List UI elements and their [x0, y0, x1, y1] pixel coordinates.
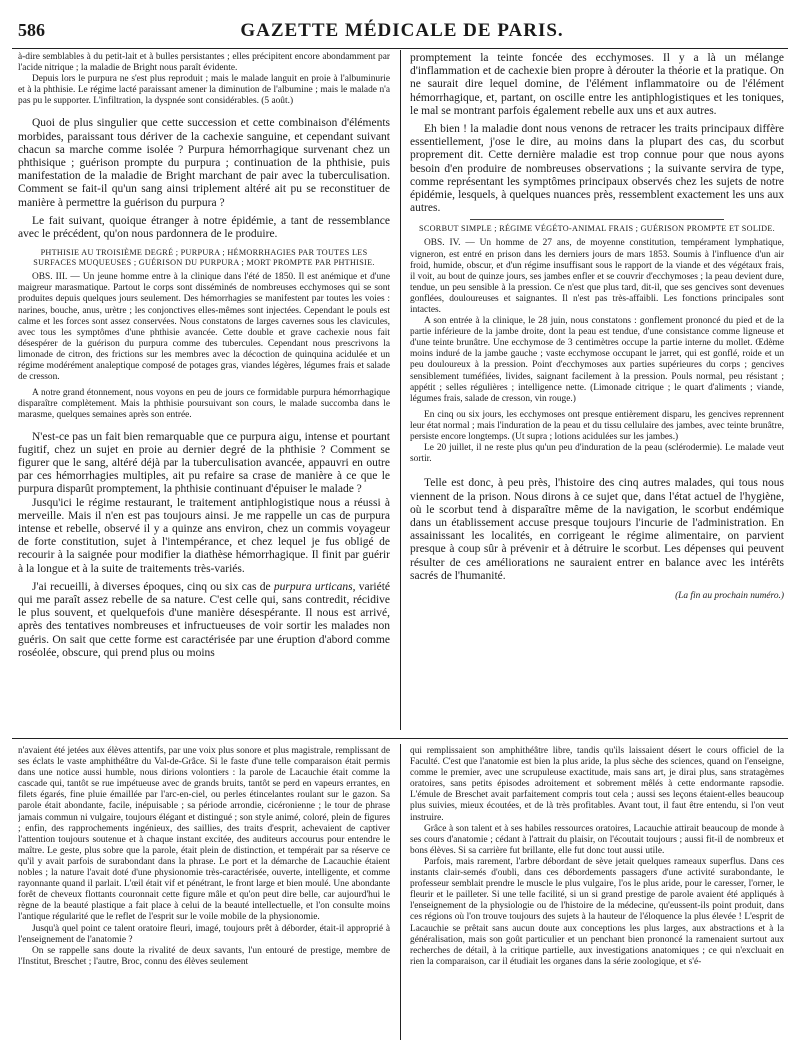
column-divider — [400, 744, 401, 1040]
paragraph: Jusqu'ici le régime restaurant, le traitement antiphlogistique nous a réussi à merveille. Mais il n'en est pas toujours ainsi. Je me rappelle un cas de purpura intense et rebelle, observé il y a quinze ans environ, chez un commis voyageur de forte constitution, sujet à l'intempérance, et chez lequel je fus obligé de recourir à la saignée pour modifier la diathèse hémorrhagique. Il finit par guérir à la longue et à la suite de traitements très-variés. — [18, 496, 390, 575]
paragraph: En cinq ou six jours, les ecchymoses ont presque entièrement disparu, les gencives reprennent leur état normal ; mais l'induration de la peau et du tissu cellulaire des jambes, avec teinte brunâtre, persiste encore longtemps. (Ut supra ; lotions acidulées sur les jambes.) — [410, 409, 784, 443]
section-rule — [470, 219, 724, 220]
paragraph: promptement la teinte foncée des ecchymoses. Il y a là un mélange d'inflammation et de cachexie bien propre à dérouter la théorie et la pratique. On ne saurait dire lequel domine, de l'élément inflammatoire ou de l'élément hémorrhagique, et, partant, on oscille entre les antiphlogistiques et les toniques, le mal se montrant parfois également rebelle aux uns et aux autres. — [410, 52, 784, 117]
paragraph: Quoi de plus singulier que cette succession et cette combinaison d'éléments morbides, paraissant tous dériver de la cachexie sanguine, et cependant suivant chacun sa marche comme isolée ? Purpura hémorrhagique survenant chez un phthisique ; guérison prompte du purpura ; continuation de la phthisie, puis manifestation de la maladie de Bright marchant de pair avec la tuberculisation. Comment se fait-il qu'un sang ainsi triplement altéré ait pu se reconstituer de manière à permettre la guérison du purpura ? — [18, 117, 390, 209]
feuilleton-left-column — [18, 746, 390, 1038]
page-number: 586 — [18, 20, 45, 40]
paragraph: Le 20 juillet, il ne reste plus qu'un peu d'induration de la peau (sclérodermie). Le malade veut sortir. — [410, 443, 784, 465]
feuilleton-rule — [12, 738, 788, 739]
paragraph: qui remplissaient son amphithéâtre libre, tandis qu'ils laissaient désert le cours officiel de la Faculté. C'est que l'anatomie est bien la plus aride, la plus sèche des sciences, quand on l'enseigne, comme le premier, avec une scrupuleuse exactitude, mais sans art, je dirai plus, sans stratagèmes oratoires, sans petits épisodes adroitement et sobrement mêlés à cette endormante rapsodie. L'émule de Breschet avait parfaitement compris tout cela ; aussi ses leçons étaient-elles beaucoup plus suivies, mieux écoutées, et de là très profitables. Avant tout, il faut être entendu, si l'on veut instruire. — [410, 746, 784, 823]
paragraph: Le fait suivant, quoique étranger à notre épidémie, a tant de ressemblance avec le précédent, qu'on nous pardonnera de le produire. — [18, 214, 390, 241]
continued-note: (La fin au prochain numéro.) — [675, 590, 784, 601]
journal-title: GAZETTE MÉDICALE DE PARIS. — [240, 20, 564, 41]
paragraph: A notre grand étonnement, nous voyons en peu de jours ce formidable purpura hémorrhagique disparaître complètement. Mais la phthisie poursuivant son cours, le malade succomba dans le marasme, quelques semaines après son entrée. — [18, 388, 390, 421]
right-column — [410, 52, 784, 730]
paragraph-text: J'ai recueilli, à diverses époques, cinq ou six cas de — [32, 580, 271, 593]
column-divider — [400, 50, 401, 730]
paragraph: Grâce à son talent et à ses habiles ressources oratoires, Lacauchie attirait beaucoup de monde à ses cours d'anatomie ; cédant à l'attrait du plaisir, on l'écoutait toujours ; aussi fit-il de nombreux et bons élèves. Si sa carrière fut brillante, elle fut donc tout aussi utile. — [410, 823, 784, 856]
italic-term: purpura urticans — [273, 580, 353, 593]
paragraph: N'est-ce pas un fait bien remarquable que ce purpura aigu, intense et pourtant fugitif, chez un sujet en proie au dernier degré de la phthisie ? Comment se figurer que le sang, altéré déjà par la tuberculisation avancée, appauvri en outre par ces hémorrhagies multiples, ait pu refaire sa crase de manière à ce que le purpura disparût promptement, la phthisie continuant d'épuiser le malade ? — [18, 430, 390, 496]
case-heading: SCORBUT SIMPLE ; RÉGIME VÉGÉTO-ANIMAL FRAIS ; GUÉRISON PROMPTE ET SOLIDE. — [418, 224, 776, 234]
case-heading: PHTHISIE AU TROISIÈME DEGRÉ ; PURPURA ; HÉMORRHAGIES PAR TOUTES LES SURFACES MUQUEUSES ; GUÉRISON DU PURPURA ; MORT PROMPTE PAR PHTHISIE. — [33, 248, 375, 268]
header-rule — [12, 48, 788, 49]
paragraph-text: , variété qui me paraît assez rebelle de sa nature. C'est celle qui, sans contredit, récidive le plus souvent, et quelquefois d'une manière désespérante. Il nous est arrivé, après des tentatives nombreuses et infructueuses de voir sortir les malades non guéris. On sait que cette forme est caractérisée par une éruption d'abord comme roséolée, obscure, qui prend plus ou moins — [18, 580, 390, 659]
paragraph: n'avaient été jetées aux élèves attentifs, par une voix plus sonore et plus magistrale, remplissant de ses éclats le vaste amphithéâtre du Val-de-Grâce. Si le faste d'une telle comparaison était permis dans une notice aussi humble, nous dirions volontiers : la parole de Lacauchie était comme la cascade qui, tantôt se rue impétueuse avec de grands bruits, tantôt se perd en vapeurs errantes, en filets égarés, fine pluie émaillée par l'arc-en-ciel, ou perles étincelantes roulant sur le gazon. Sa parole était abondante, facile, inépuisable ; sa période arrondie, cicéronienne ; le tour de phrase jamais commun ni vulgaire, toujours élégant et distingué ; son style animé, coloré, plein de figures ; enfin, des rapprochements ingénieux, des saillies, des traits d'esprit, achevaient de captiver l'attention toujours soutenue et à chaque instant excitée, des auditeurs accourus pour entendre le maître. Le geste, plus sobre que la parole, était plein de distinction, et tempérait par sa réserve ce qu'il y avait parfois de surabondant dans la phrase. Le port et la démarche de Lacauchie étaient nobles ; la nature l'avait doté d'une physionomie très-caractérisée, ouverte, intelligente, et comme rayonnante quand il parlait. L'œil était vif et pénétrant, le front large et bien moulé. Une abondante forêt de cheveux flottants couronnait cette figure mâle et qu'on peut dire belle, car aujourd'hui le règne de la beauté plastique a fait place à celui de la beauté intellectuelle, et l'on consulte moins l'antique régularité que le reflet de l'esprit sur le voile mobile de la physionomie. — [18, 746, 390, 923]
paragraph: Parfois, mais rarement, l'arbre débordant de sève jetait quelques rameaux superflus. Dans ces instants clair-semés d'oubli, dans ces débordements passagers d'une activité surabondante, le professeur semblait prendre le muscle le plus vulgaire, l'os le plus aride, pour le caresser, l'orner, le fleurir et le pailleter. Si une telle facilité, si un si grand prestige de parole avaient été appliqués à l'enseignement de la physiologie ou de l'histoire de la médecine, qu'eussent-ils point produit, dans ces régions où l'on trouve toujours des sujets à la hauteur de l'éloquence la plus élevée ! L'esprit de Lacauchie se prêtait sans aucun doute aux conceptions les plus larges, aux abstractions et à la généralisation, mais son goût particulier et un penchant bien prononcé la ramenaient surtout aux recherches de détail, à la critique partielle, aux investigations anatomiques ; ce qui n'excluait en rien la comparaison, car il étudiait les organes dans la série zoologique, et s'é- — [410, 856, 784, 967]
observation-paragraph: OBS. IV. — Un homme de 27 ans, de moyenne constitution, tempérament lymphatique, vigneron, est entré en prison dans les derniers jours de mars 1853. Soumis à l'influence d'un air froid, humide, obscur, et d'un régime insuffisant sous le rapport de la viande et des végétaux frais, il voit, au bout de quinze jours, ses jambes enfler et se couvrir d'ecchymoses ; la peau devient dure, tendue, un peu sensible à la pression. Ce n'est que plus tard, dit-il, que ses gencives sont devenues gonflées, douloureuses et saignantes. Il n'est pas très-affaibli. Les fonctions principales sont intactes. — [410, 238, 784, 315]
paragraph: Eh bien ! la maladie dont nous venons de retracer les traits principaux diffère essentiellement, j'ose le dire, au moins dans la plupart des cas, du scorbut proprement dit. Cette dernière maladie est trop connue pour que nous ayons besoin d'en produire de nombreuses observations ; la suivante servira de type, comme représentant les symptômes principaux observés chez les sujets de notre épidémie, lesquels, à quelques nuances près, ressemblent exactement les uns aux autres. — [410, 123, 784, 215]
page-header — [18, 20, 786, 42]
paragraph: Telle est donc, à peu près, l'histoire des cinq autres malades, qui tous nous viennent de la prison. Nous dirons à ce sujet que, dans l'état actuel de l'hygiène, où le scorbut tend à disparaître même de la navigation, le scorbut endémique dans un établissement accuse presque toujours l'incurie de l'administration. En assainissant les localités, en corrigeant le régime alimentaire, on parvient presque à coup sûr à prévenir et à détruire le scorbut. Les dépenses qui peuvent résulter de ces améliorations ne sauraient entrer en balance avec les intérêts sacrés de l'humanité. — [410, 477, 784, 582]
paragraph: Jusqu'à quel point ce talent oratoire fleuri, imagé, toujours prêt à déborder, était-il approprié à l'enseignement de l'anatomie ? — [18, 923, 390, 945]
left-column — [18, 52, 390, 730]
paragraph: On se rappelle sans doute la rivalité de deux savants, l'un entouré de prestige, membre de l'Institut, Breschet ; l'autre, Broc, connu des élèves seulement — [18, 945, 390, 967]
paragraph: A son entrée à la clinique, le 28 juin, nous constatons : gonflement prononcé du pied et de la partie inférieure de la jambe droite, dont la peau est tendue, d'une consistance comme ligneuse et d'une teinte brunâtre. Une ecchymose de 3 centimètres occupe la partie interne du mollet. Œdème moins induré de la jambe gauche ; vaste ecchymose occupant le jarret, qui est gonflé, roide et un peu douloureux à la pression. Point d'ecchymoses aux parties supérieures du corps ; gencives sensiblement tuméfiées, livides, saignant facilement à la pression. Pouls normal, peu résistant ; appétit ; selles régulières ; intelligence nette. (Limonade citrique ; le quart d'aliments ; viande, légumes frais, salade de cresson, vin rouge.) — [410, 316, 784, 404]
observation-paragraph: OBS. III. — Un jeune homme entre à la clinique dans l'été de 1850. Il est anémique et d'une maigreur marasmatique. Partout le corps sont disséminés de nombreuses ecchymoses qui se sont produites depuis quelques jours seulement. Des hémorrhagies se manifestent par toutes les voies : narines, bouche, anus, urètre ; les conjonctives elles-mêmes sont injectées. Cependant le pouls est calme et les forces sont assez conservées. Nous constatons de larges cavernes sous les clavicules, avec tous les symptômes d'une phthisie avancée. Cette double et grave cachexie nous fait désespérer de la guérison du purpura comme des tubercules. Cependant nous prescrivons la limonade de citron, des frictions sur les membres avec la décoction de quinquina acidulée et un régime modérément analeptique composé de potages gras, viandes légères, légumes frais et salade de cresson. — [18, 272, 390, 383]
paragraph: à-dire semblables à du petit-lait et à bulles persistantes ; elles précipitent encore abondamment par l'acide nitrique ; la maladie de Bright nous paraît évidente. — [18, 52, 390, 74]
paragraph: Depuis lors le purpura ne s'est plus reproduit ; mais le malade languit en proie à l'albuminurie et à la phthisie. Le régime lacté paraissant amener la diminution de l'albumine ; mais le malade n'a pas pu le supporter. L'infiltration, la dyspnée sont considérables. (5 août.) — [18, 74, 390, 107]
paragraph — [18, 581, 390, 660]
feuilleton-right-column — [410, 746, 784, 1038]
